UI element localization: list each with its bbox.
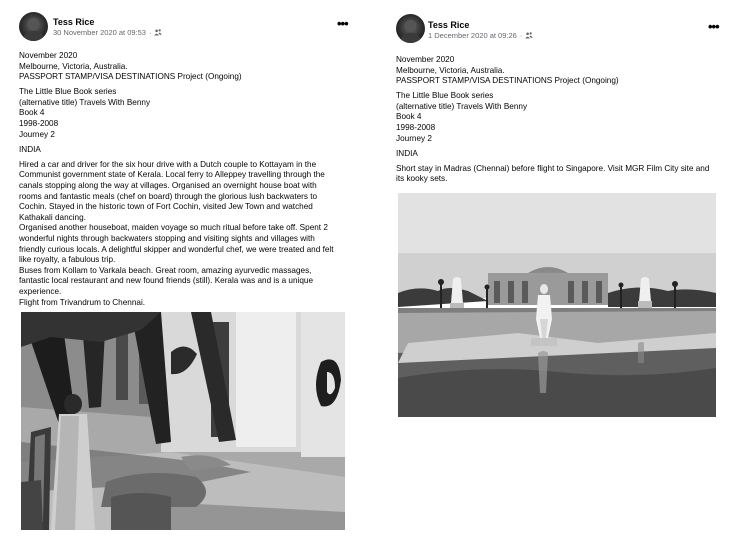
post-meta <box>53 28 162 37</box>
author-name[interactable]: Tess Rice <box>53 17 95 27</box>
more-options-button[interactable]: ••• <box>337 16 348 31</box>
post-paragraph-header: November 2020 Melbourne, Victoria, Australia. PASSPORT STAMP/VISA DESTINATIONS Project (Ongoing) <box>396 55 619 86</box>
post-madras <box>376 0 732 549</box>
post-paragraph-country: INDIA <box>396 148 418 158</box>
post-paragraph-series: The Little Blue Book series (alternative title) Travels With Benny Book 4 1998-2008 Journey 2 <box>19 87 151 139</box>
post-meta <box>428 31 533 40</box>
post-paragraph-story: Short stay in Madras (Chennai) before flight to Singapore. Visit MGR Film City site and its kooky sets. <box>396 163 710 184</box>
more-options-button[interactable]: ••• <box>708 19 719 34</box>
post-timestamp[interactable]: 30 November 2020 at 09:53 <box>53 28 146 37</box>
post-photo-mgr-film-city[interactable] <box>398 193 716 417</box>
post-paragraph-series: The Little Blue Book series (alternative title) Travels With Benny Book 4 1998-2008 Journey 2 <box>396 91 528 143</box>
meta-separator: · <box>148 28 152 37</box>
post-photo-kerala-street[interactable] <box>21 312 345 530</box>
post-paragraph-story: Hired a car and driver for the six hour drive with a Dutch couple to Kottayam in the Communist government state of Kerala. Local ferry to Alleppey travelling through the canals stopping along the way at villages. Organised an overnight house boat with rooms and fantastic meals (chef on board) through the glorious lush backwaters to Cochin. Stayed in the historic town of Fort Cochin, visited Jew Town and watched Kathakali dancing. Organised another houseboat, maiden voyage so much ritual before take off. Spent 2 wonderful nights through backwaters stopping and visiting sights and villages with friendly curious locals. A delightful skipper and wonderful chef, we were treated and felt like royalty, a fabulous trip. Buses from Kollam to Varkala beach. Great room, amazing ayurvedic massages, fantastic local restaurant and new found friends (still). Kerala was and is a unique experience. Flight from Trivandrum to Chennai. <box>19 159 334 307</box>
post-text <box>19 51 359 313</box>
meta-separator: · <box>519 31 523 40</box>
friends-icon <box>525 32 533 39</box>
author-avatar[interactable] <box>396 14 425 43</box>
author-avatar[interactable] <box>19 12 48 41</box>
author-name[interactable]: Tess Rice <box>428 20 470 30</box>
post-text <box>396 55 726 190</box>
post-paragraph-header: November 2020 Melbourne, Victoria, Australia. PASSPORT STAMP/VISA DESTINATIONS Project (Ongoing) <box>19 51 242 82</box>
post-paragraph-country: INDIA <box>19 144 41 154</box>
post-timestamp[interactable]: 1 December 2020 at 09:26 <box>428 31 517 40</box>
friends-icon <box>154 29 162 36</box>
